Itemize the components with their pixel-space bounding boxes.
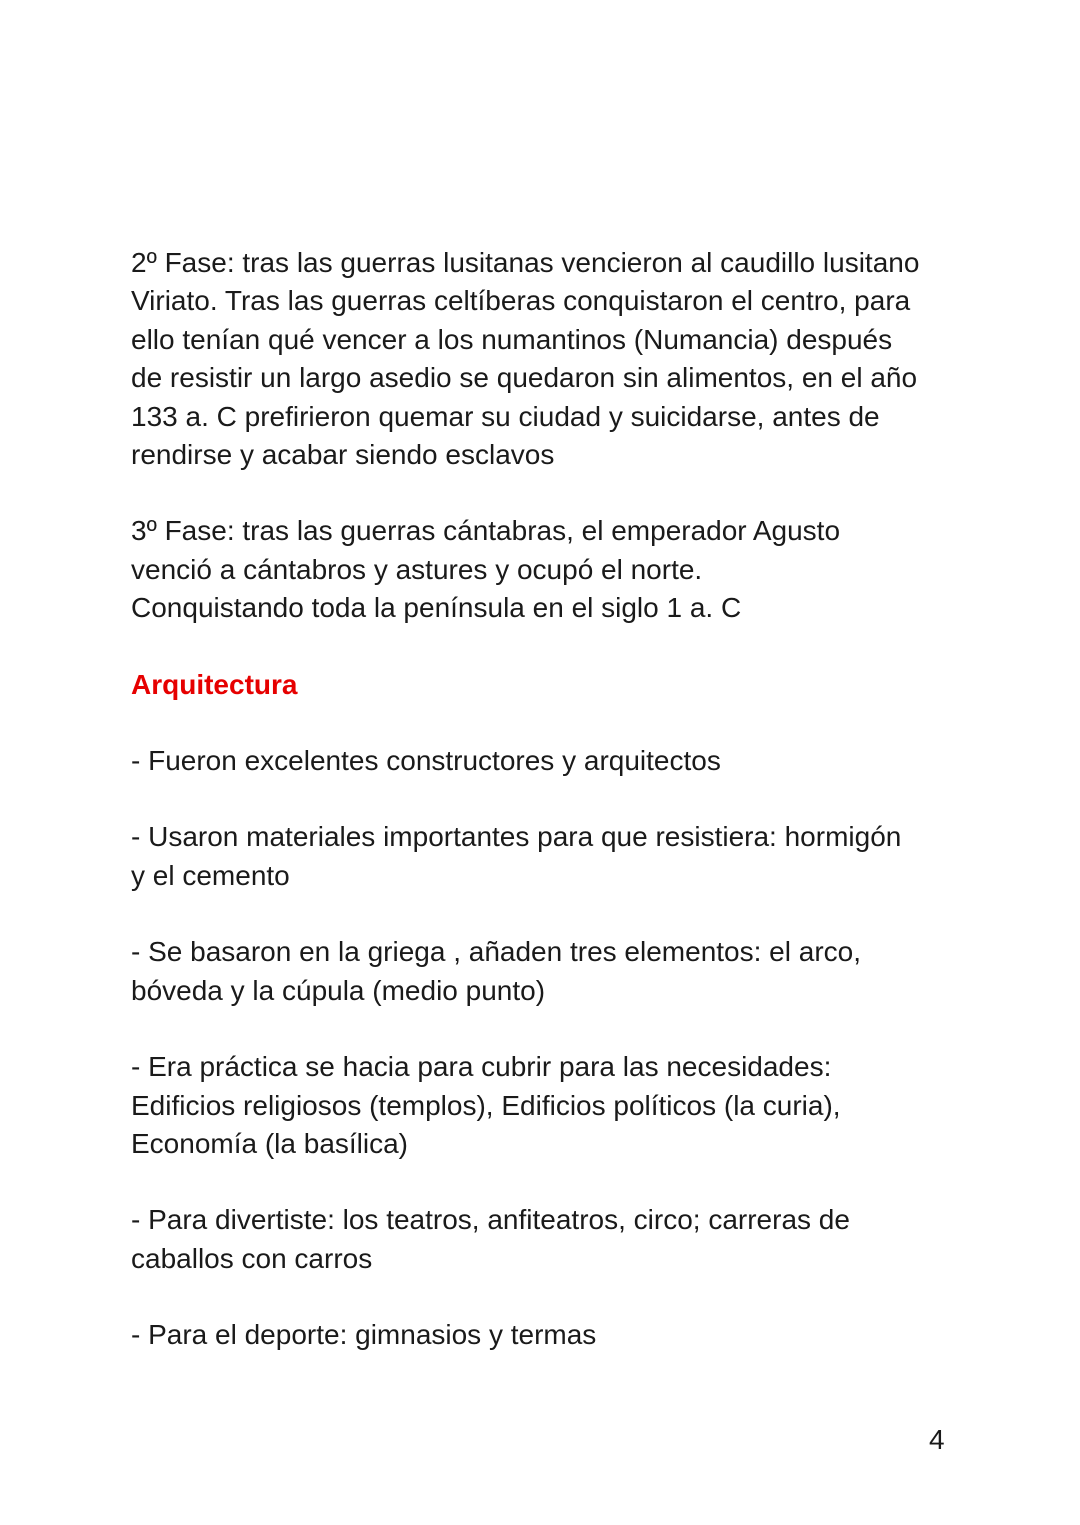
document-body <box>131 244 961 1355</box>
bullet-item: - Se basaron en la griega , añaden tres elementos: el arco, bóveda y la cúpula (medio punto) <box>131 936 861 1006</box>
section-heading-arquitectura: Arquitectura <box>131 668 298 700</box>
bullet-item: - Usaron materiales importantes para que resistiera: hormigón y el cemento <box>131 821 902 891</box>
phase-2-paragraph: 2º Fase: tras las guerras lusitanas vencieron al caudillo lusitano Viriato. Tras las guerras celtíberas conquistaron el centro, para ello tenían qué vencer a los numantinos (Numancia) después de resistir un largo asedio se quedaron sin alimentos, en el año 133 a. C prefirieron quemar su ciudad y suicidarse, antes de rendirse y acabar siendo esclavos <box>131 247 920 471</box>
bullet-item: - Era práctica se hacia para cubrir para las necesidades: Edificios religiosos (templos), Edificios políticos (la curia), Economía (la basílica) <box>131 1051 841 1159</box>
bullet-item: - Fueron excelentes constructores y arquitectos <box>131 745 721 777</box>
bullet-item: - Para divertiste: los teatros, anfiteatros, circo; carreras de caballos con carros <box>131 1204 850 1274</box>
page-number: 4 <box>929 1424 945 1455</box>
phase-3-paragraph: 3º Fase: tras las guerras cántabras, el emperador Agusto venció a cántabros y astures y ocupó el norte. Conquistando toda la península en el siglo 1 a. C <box>131 515 841 624</box>
bullet-item: - Para el deporte: gimnasios y termas <box>131 1319 597 1351</box>
